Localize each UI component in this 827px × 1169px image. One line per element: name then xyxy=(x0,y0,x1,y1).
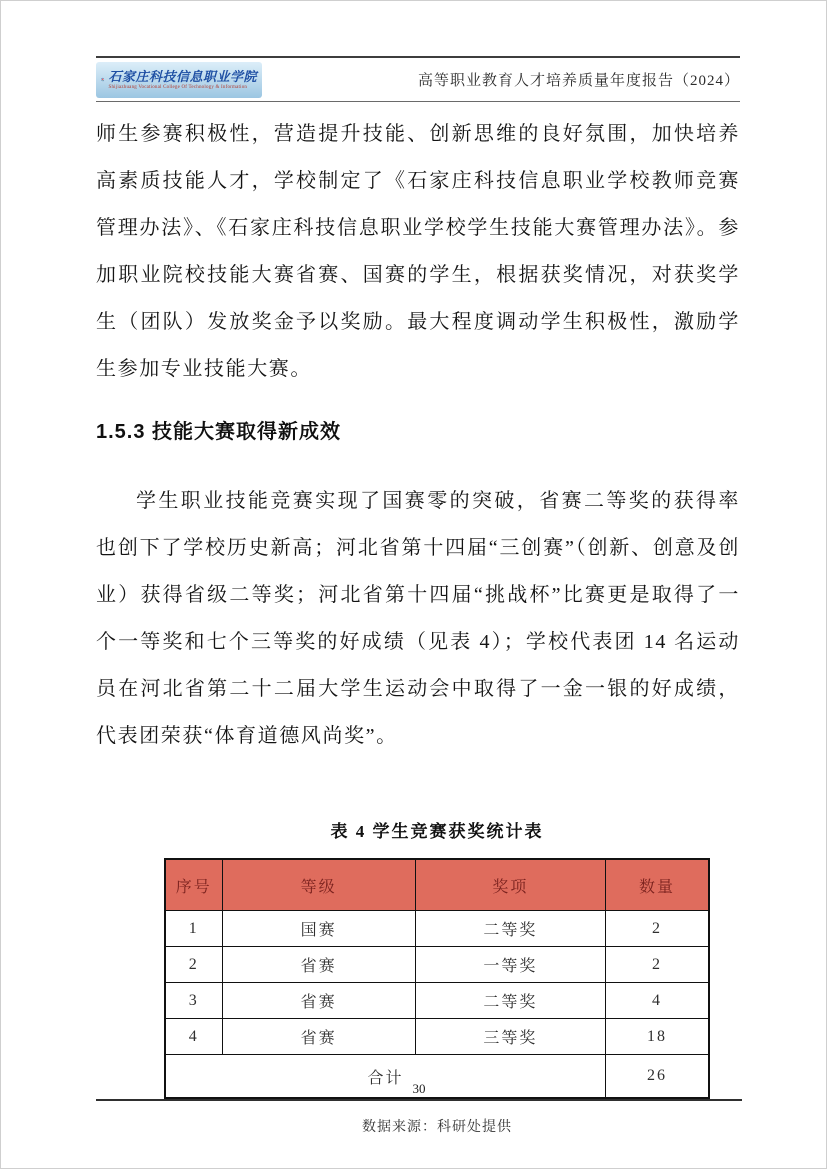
college-name-zh: 石家庄科技信息职业学院 xyxy=(108,68,257,84)
table-row xyxy=(165,1019,709,1055)
data-source-note: 数据来源：科研处提供 xyxy=(362,1120,512,1135)
table-cell: 18 xyxy=(606,1019,709,1055)
page-header xyxy=(96,58,740,101)
table-row xyxy=(165,947,709,983)
table-cell: 4 xyxy=(606,983,709,1019)
table-cell: 三等奖 xyxy=(415,1019,605,1055)
table-cell: 国赛 xyxy=(222,911,415,947)
column-header-count: 数量 xyxy=(606,859,709,911)
table-header-row xyxy=(165,859,709,911)
college-emblem-icon xyxy=(101,65,104,94)
column-header-level: 等级 xyxy=(222,859,415,911)
table-cell: 4 xyxy=(165,1019,222,1055)
college-name-en: Shijiazhuang Vocational College Of Technology & Information xyxy=(108,84,248,90)
table-cell: 2 xyxy=(606,911,709,947)
total-value-cell: 26 xyxy=(606,1055,709,1099)
table-cell: 省赛 xyxy=(222,947,415,983)
table-row xyxy=(165,983,709,1019)
page-number: 30 xyxy=(412,1081,426,1096)
table-caption: 表 4 学生竞赛获奖统计表 xyxy=(330,822,544,841)
table-cell: 1 xyxy=(165,911,222,947)
header-bottom-rule xyxy=(96,101,740,102)
table-row xyxy=(165,911,709,947)
table-cell: 2 xyxy=(165,947,222,983)
table-cell: 省赛 xyxy=(222,983,415,1019)
paragraph-competition-policy: 师生参赛积极性，营造提升技能、创新思维的良好氛围，加快培养高素质技能人才，学校制定了《石家庄科技信息职业学校教师竞赛管理办法》、《石家庄科技信息职业学校学生技能大赛管理办法》。参加职业院校技能大赛省赛、国赛的学生，根据获奖情况，对获奖学生（团队）发放奖金予以奖励。最大程度调动学生积极性，激励学生参加专业技能大赛。 xyxy=(96,123,740,380)
section-heading-1-5-3: 1.5.3 技能大赛取得新成效 xyxy=(96,421,342,443)
college-logo-text xyxy=(108,70,257,90)
student-award-table xyxy=(164,858,710,1099)
report-title: 高等职业教育人才培养质量年度报告（2024） xyxy=(417,73,740,89)
table-cell: 二等奖 xyxy=(415,911,605,947)
total-label-cell: 合计 xyxy=(165,1055,606,1099)
column-header-index: 序号 xyxy=(165,859,222,911)
table-cell: 二等奖 xyxy=(415,983,605,1019)
column-header-award: 奖项 xyxy=(415,859,605,911)
table-cell: 2 xyxy=(606,947,709,983)
footer-rule xyxy=(96,1099,742,1101)
table-cell: 省赛 xyxy=(222,1019,415,1055)
college-logo xyxy=(96,62,262,98)
table-cell: 一等奖 xyxy=(415,947,605,983)
paragraph-competition-results: 学生职业技能竞赛实现了国赛零的突破，省赛二等奖的获得率也创下了学校历史新高；河北省第十四届“三创赛”（创新、创意及创业）获得省级二等奖；河北省第十四届“挑战杯”比赛更是取得了一个一等奖和七个三等奖的好成绩（见表 4）；学校代表团 14 名运动员在河北省第二十二届大学生运动会中取得了一金一银的好成绩，代表团荣获“体育道德风尚奖”。 xyxy=(96,490,740,747)
table-cell: 3 xyxy=(165,983,222,1019)
page-footer xyxy=(96,1081,742,1101)
